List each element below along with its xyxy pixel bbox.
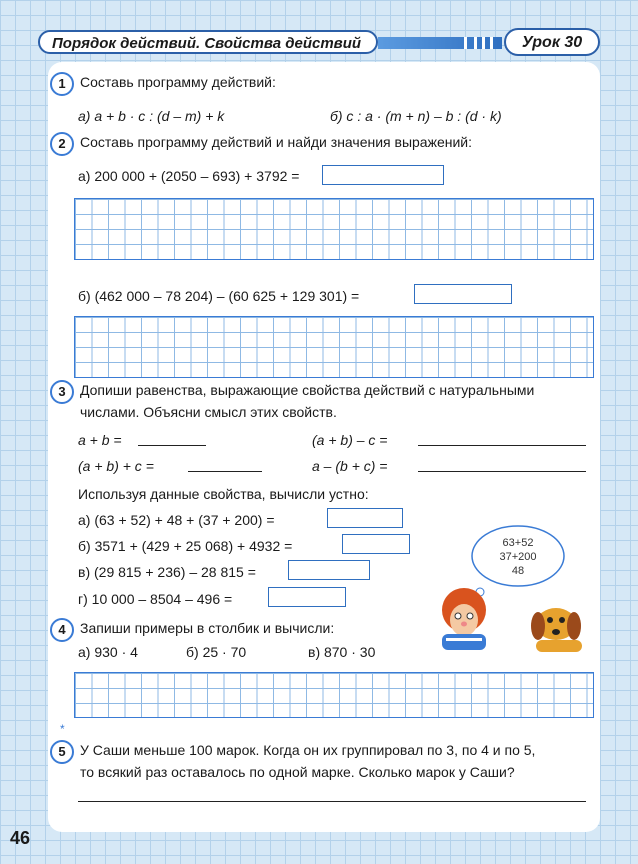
task4-a: а) 930 · 4	[78, 644, 138, 660]
answer-line[interactable]	[418, 444, 586, 446]
task2-b: б) (462 000 – 78 204) – (60 625 + 129 301) =	[78, 288, 360, 304]
page-title: Порядок действий. Свойства действий	[38, 30, 378, 54]
header-stripe	[378, 37, 502, 49]
answer-box[interactable]	[288, 560, 370, 580]
work-grid[interactable]	[74, 316, 594, 378]
answer-line[interactable]	[188, 470, 262, 472]
task1-a: а) a + b · c : (d – m) + k	[78, 108, 225, 124]
answer-box[interactable]	[414, 284, 512, 304]
task3-eq4: a – (b + c) =	[312, 458, 388, 474]
task-number: 4	[50, 618, 74, 642]
task4-text: Запиши примеры в столбик и вычисли:	[80, 620, 335, 636]
task2-text: Составь программу действий и найди значения выражений:	[80, 134, 472, 150]
work-grid[interactable]	[74, 672, 594, 718]
task3-text2: числами. Объясни смысл этих свойств.	[80, 404, 337, 420]
task3-eq3: (a + b) + c =	[78, 458, 154, 474]
bubble-line: 48	[511, 565, 525, 577]
task-number: 1	[50, 72, 74, 96]
task3-c: в) (29 815 + 236) – 28 815 =	[78, 564, 256, 580]
task1-text: Составь программу действий:	[80, 74, 276, 90]
task1-b: б) c : a · (m + n) – b : (d · k)	[330, 108, 502, 124]
task3-text3: Используя данные свойства, вычисли устно:	[78, 486, 369, 502]
bubble-line: 37+200	[499, 551, 537, 563]
task3-eq2: (a + b) – c =	[312, 432, 388, 448]
task5-text1: У Саши меньше 100 марок. Когда он их группировал по 3, по 4 и по 5,	[80, 742, 536, 758]
answer-line[interactable]	[138, 444, 206, 446]
lesson-badge: Урок 30	[504, 28, 600, 56]
task4-c: в) 870 · 30	[308, 644, 376, 660]
answer-box[interactable]	[327, 508, 403, 528]
task4-b: б) 25 · 70	[186, 644, 247, 660]
task5-text2: то всякий раз оставалось по одной марке. Сколько марок у Саши?	[80, 764, 515, 780]
page-number: 46	[10, 828, 31, 848]
task3-eq1: a + b =	[78, 432, 122, 448]
answer-box[interactable]	[342, 534, 410, 554]
task3-a: а) (63 + 52) + 48 + (37 + 200) =	[78, 512, 275, 528]
task-number: 3	[50, 380, 74, 404]
task-number: 5	[50, 740, 74, 764]
difficulty-star: *	[60, 722, 65, 736]
task3-d: г) 10 000 – 8504 – 496 =	[78, 591, 233, 607]
task2-a: а) 200 000 + (2050 – 693) + 3792 =	[78, 168, 300, 184]
bubble-line: 63+52	[502, 537, 534, 549]
answer-box[interactable]	[322, 165, 444, 185]
answer-line[interactable]	[418, 470, 586, 472]
answer-line[interactable]	[78, 800, 586, 802]
task-number: 2	[50, 132, 74, 156]
answer-box[interactable]	[268, 587, 346, 607]
boy-and-dog-illustration	[428, 520, 598, 660]
task3-b: б) 3571 + (429 + 25 068) + 4932 =	[78, 538, 293, 554]
task3-text1: Допиши равенства, выражающие свойства действий с натуральными	[80, 382, 535, 398]
work-grid[interactable]	[74, 198, 594, 260]
